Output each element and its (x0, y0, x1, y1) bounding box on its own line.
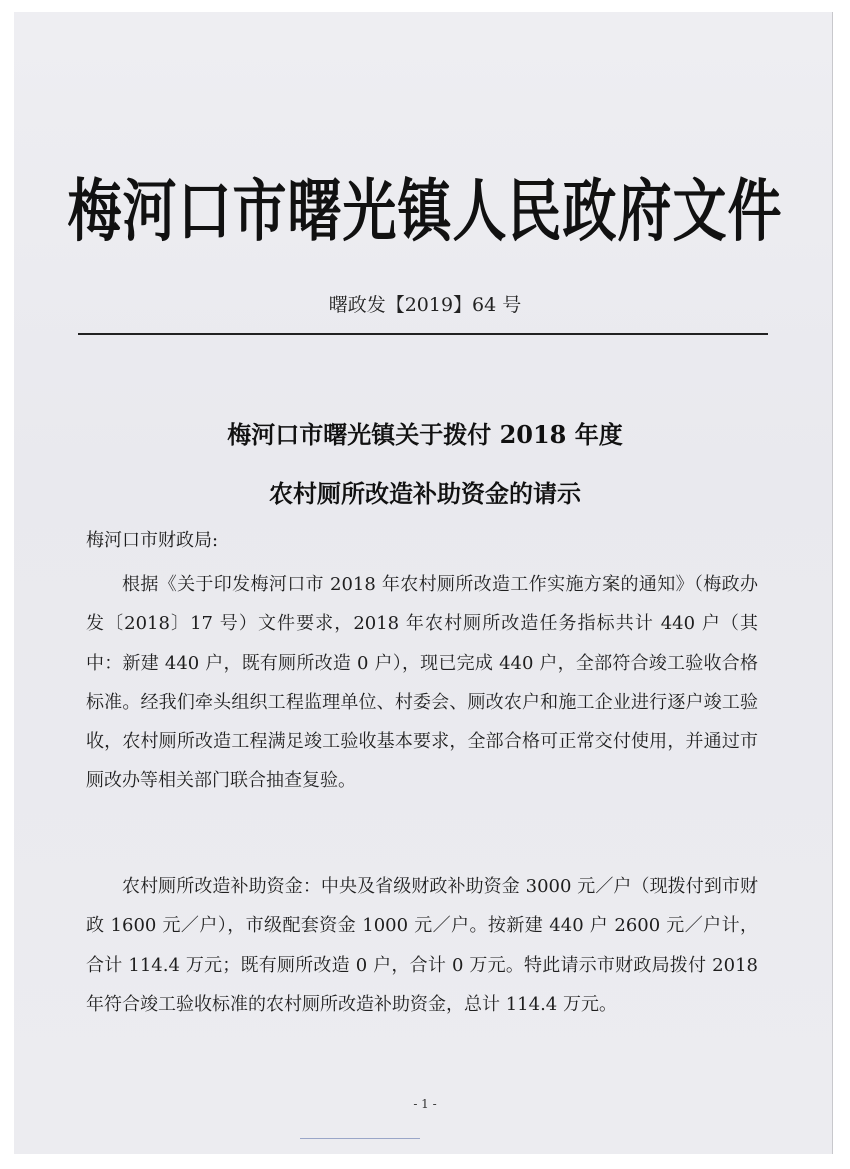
header-divider (78, 333, 768, 335)
issuing-authority-title: 梅河口市曙光镇人民政府文件 (67, 171, 783, 251)
body-paragraph-2: 农村厕所改造补助资金：中央及省级财政补助资金 3000 元／户（现拨付到市财政 1600 元／户），市级配套资金 1000 元／户。按新建 440 户 2600 元／户计，合计 114.4 万元；既有厕所改造 0 户，合计 0 万元。特此请示市财政局拨付 2018 年符合竣工验收标准的农村厕所改造补助资金，总计 114.4 万元。 (86, 876, 758, 1015)
body-paragraph-1: 根据《关于印发梅河口市 2018 年农村厕所改造工作实施方案的通知》（梅政办发〔2018〕17 号）文件要求，2018 年农村厕所改造任务指标共计 440 户（其中：新建 440 户，既有厕所改造 0 户），现已完成 440 户，全部符合竣工验收合格标准。经我们牵头组织工程监理单位、村委会、厕改农户和施工企业进行逐户竣工验收，农村厕所改造工程满足竣工验收基本要求，全部合格可正常交付使用，并通过市厕改办等相关部门联合抽查复验。 (86, 574, 758, 792)
page-number: - 1 - (413, 1097, 437, 1111)
scan-artifact-line (300, 1138, 420, 1139)
document-number: 曙政发【2019】64 号 (328, 294, 522, 316)
document-title-line-1: 梅河口市曙光镇关于拨付 2018 年度 (227, 420, 623, 449)
document-title-line-2: 农村厕所改造补助资金的请示 (269, 479, 581, 508)
salutation: 梅河口市财政局: (86, 530, 219, 551)
